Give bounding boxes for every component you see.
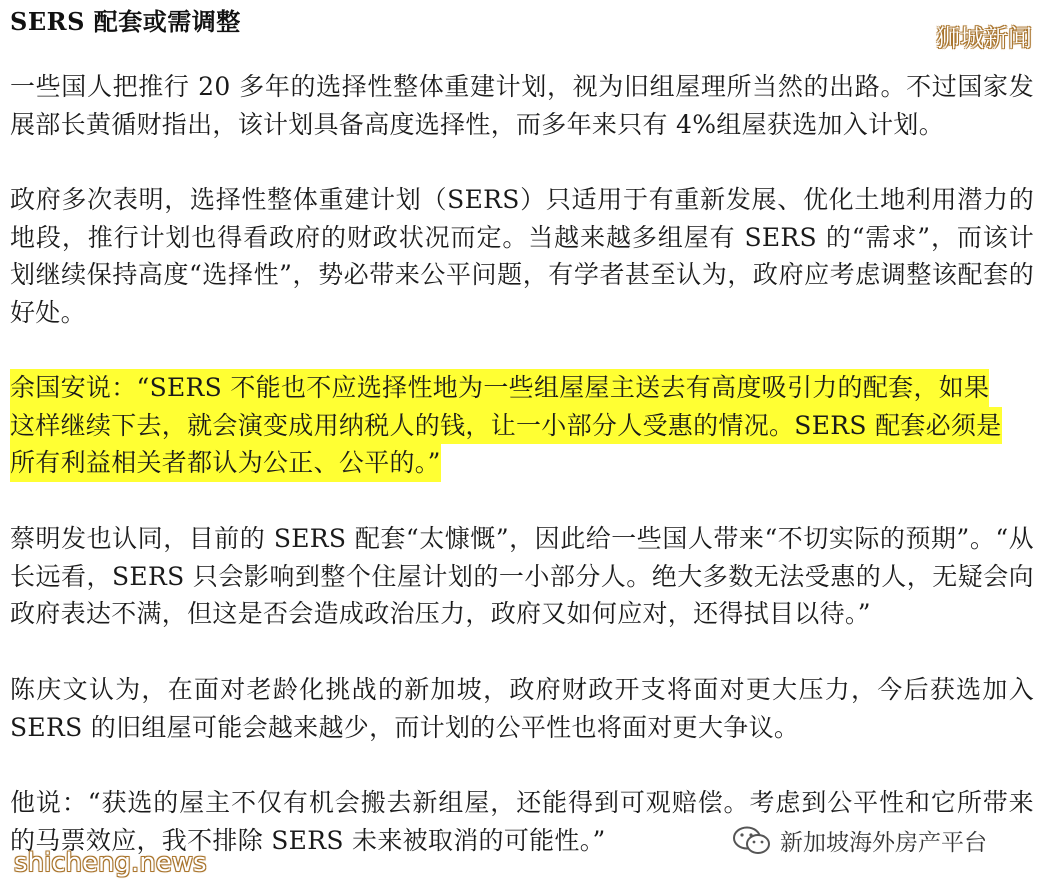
highlight-line: 这样继续下去，就会演变成用纳税人的钱，让一小部分人受惠的情况。SERS 配套必须是 [10, 407, 1002, 445]
paragraph-6: 他说：“获选的屋主不仅有机会搬去新组屋，还能得到可观赔偿。考虑到公平性和它所带来的马票效应，我不排除 SERS 未来被取消的可能性。” [10, 788, 1034, 855]
highlighted-quote [10, 369, 1034, 482]
wechat-icon [732, 825, 772, 857]
watermark-bottom-left: shicheng.news [14, 848, 207, 878]
watermark-bottom-right [732, 824, 987, 857]
article-heading: SERS 配套或需调整 [10, 7, 241, 36]
platform-name: 新加坡海外房产平台 [780, 830, 987, 856]
watermark-top: 狮城新闻 [936, 24, 1032, 52]
paragraph-5: 陈庆文认为，在面对老龄化挑战的新加坡，政府财政开支将面对更大压力，今后获选加入 SERS 的旧组屋可能会越来越少，而计划的公平性也将面对更大争议。 [10, 675, 1034, 742]
paragraph-1: 一些国人把推行 20 多年的选择性整体重建计划，视为旧组屋理所当然的出路。不过国家发展部长黄循财指出，该计划具备高度选择性，而多年来只有 4%组屋获选加入计划。 [10, 72, 1034, 139]
highlight-line: 所有利益相关者都认为公正、公平的。” [10, 444, 441, 482]
paragraph-2: 政府多次表明，选择性整体重建计划（SERS）只适用于有重新发展、优化土地利用潜力的地段，推行计划也得看政府的财政状况而定。当越来越多组屋有 SERS 的“需求”，而该计划继续保持高度“选择性”，势必带来公平问题，有学者甚至认为，政府应考虑调整该配套的好处。 [10, 185, 1034, 327]
highlight-line: 余国安说：“SERS 不能也不应选择性地为一些组屋屋主送去有高度吸引力的配套，如果 [10, 369, 989, 407]
paragraph-4: 蔡明发也认同，目前的 SERS 配套“太慷慨”，因此给一些国人带来“不切实际的预期”。“从长远看，SERS 只会影响到整个住屋计划的一小部分人。绝大多数无法受惠的人，无疑会向政府表达不满，但这是否会造成政治压力，政府又如何应对，还得拭目以待。” [10, 524, 1034, 628]
